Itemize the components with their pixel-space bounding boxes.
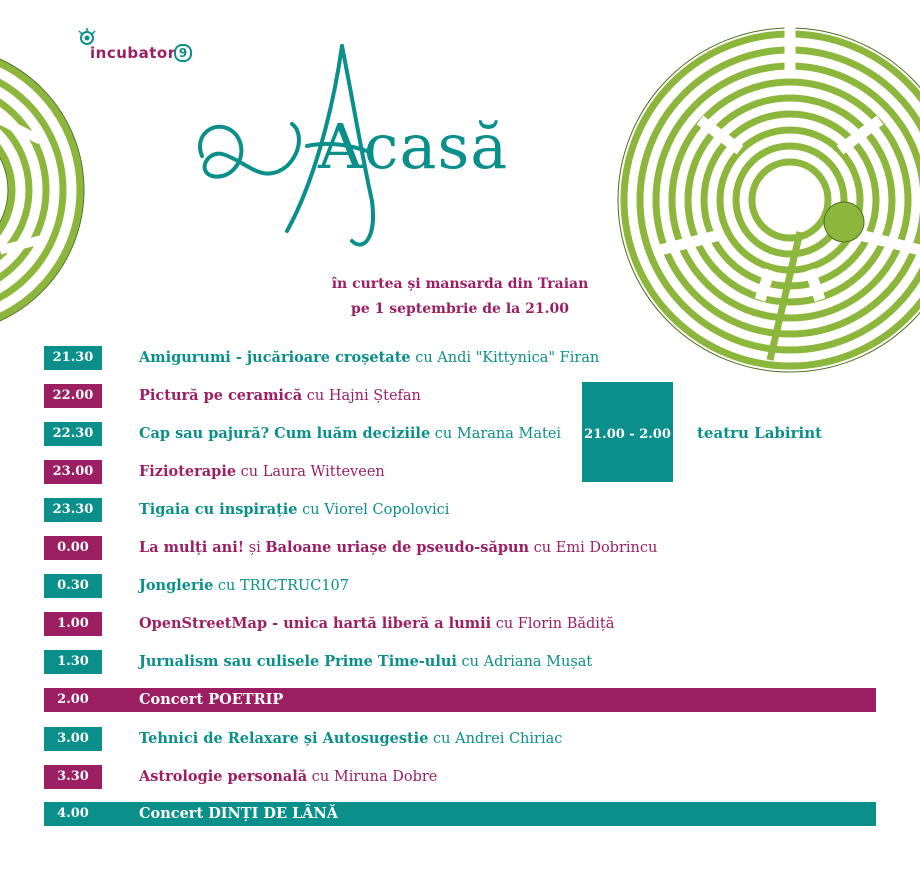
time-badge: 23.30	[44, 498, 102, 522]
event-title: Amigurumi - jucărioare croșetate	[139, 349, 411, 366]
event-host: cu Florin Bădiță	[491, 616, 615, 632]
event-title: Jonglerie	[139, 577, 214, 594]
schedule-row	[44, 536, 658, 560]
event-title: Cap sau pajură? Cum luăm deciziile	[139, 425, 431, 442]
time-badge: 3.00	[44, 727, 102, 751]
time-badge: 0.00	[44, 536, 102, 560]
schedule-row	[44, 727, 563, 751]
event-title: Tehnici de Relaxare și Autosugestie	[139, 730, 429, 747]
schedule-row	[44, 574, 349, 598]
time-badge: 22.30	[44, 422, 102, 446]
side-event-label: teatru Labirint	[697, 424, 823, 442]
time-badge: 2.00	[57, 692, 89, 707]
time-badge: 22.00	[44, 384, 102, 408]
time-badge: 0.30	[44, 574, 102, 598]
schedule-row	[44, 650, 593, 674]
side-event-time-box: 21.00 - 2.00	[582, 382, 673, 482]
time-badge: 1.30	[44, 650, 102, 674]
time-badge: 23.00	[44, 460, 102, 484]
schedule-row	[44, 422, 562, 446]
event-title: Concert POETRIP	[139, 691, 284, 708]
event-host: cu Miruna Dobre	[307, 769, 438, 785]
time-badge: 21.30	[44, 346, 102, 370]
event-title: Jurnalism sau culisele Prime Time-ului	[139, 653, 457, 670]
event-host: cu TRICTRUC107	[213, 578, 349, 594]
logo-text: incubator	[90, 44, 176, 62]
event-host: cu Emi Dobrincu	[529, 540, 658, 556]
venue-line: în curtea și mansarda din Traian	[331, 276, 589, 292]
date-line: pe 1 septembrie de la 21.00	[351, 301, 569, 317]
event-host: cu Marana Matei	[430, 426, 562, 442]
event-host: cu Hajni Ștefan	[302, 388, 421, 404]
event-host: cu Laura Witteveen	[236, 464, 385, 480]
event-title: Pictură pe ceramică	[139, 387, 303, 404]
time-badge: 4.00	[57, 806, 89, 821]
event-title: La mulți ani!	[139, 539, 245, 556]
page-title: Acasă	[318, 110, 509, 183]
concert-row	[44, 688, 876, 712]
schedule-row	[44, 765, 438, 789]
schedule-row	[44, 384, 421, 408]
event-title: Tigaia cu inspirație	[139, 501, 298, 518]
schedule-row	[44, 460, 385, 484]
logo-number: 9	[174, 44, 192, 62]
time-badge: 1.00	[44, 612, 102, 636]
event-host: cu Viorel Copolovici	[297, 502, 450, 518]
event-title: Fizioterapie	[139, 463, 237, 480]
event-connector: și	[244, 540, 266, 556]
event-title: Astrologie personală	[139, 768, 308, 785]
event-title-second: Baloane uriașe de pseudo-săpun	[265, 539, 530, 556]
schedule-row	[44, 498, 450, 522]
event-host: cu Adriana Mușat	[456, 654, 593, 670]
time-badge: 3.30	[44, 765, 102, 789]
event-host: cu Andi "Kittynica" Firan	[410, 350, 600, 366]
event-title: Concert DINȚI DE LÂNĂ	[139, 805, 339, 822]
schedule-row	[44, 612, 615, 636]
schedule-row	[44, 346, 600, 370]
event-host: cu Andrei Chiriac	[428, 731, 563, 747]
event-title: OpenStreetMap - unica hartă liberă a lumii	[139, 615, 492, 632]
concert-row	[44, 802, 876, 826]
